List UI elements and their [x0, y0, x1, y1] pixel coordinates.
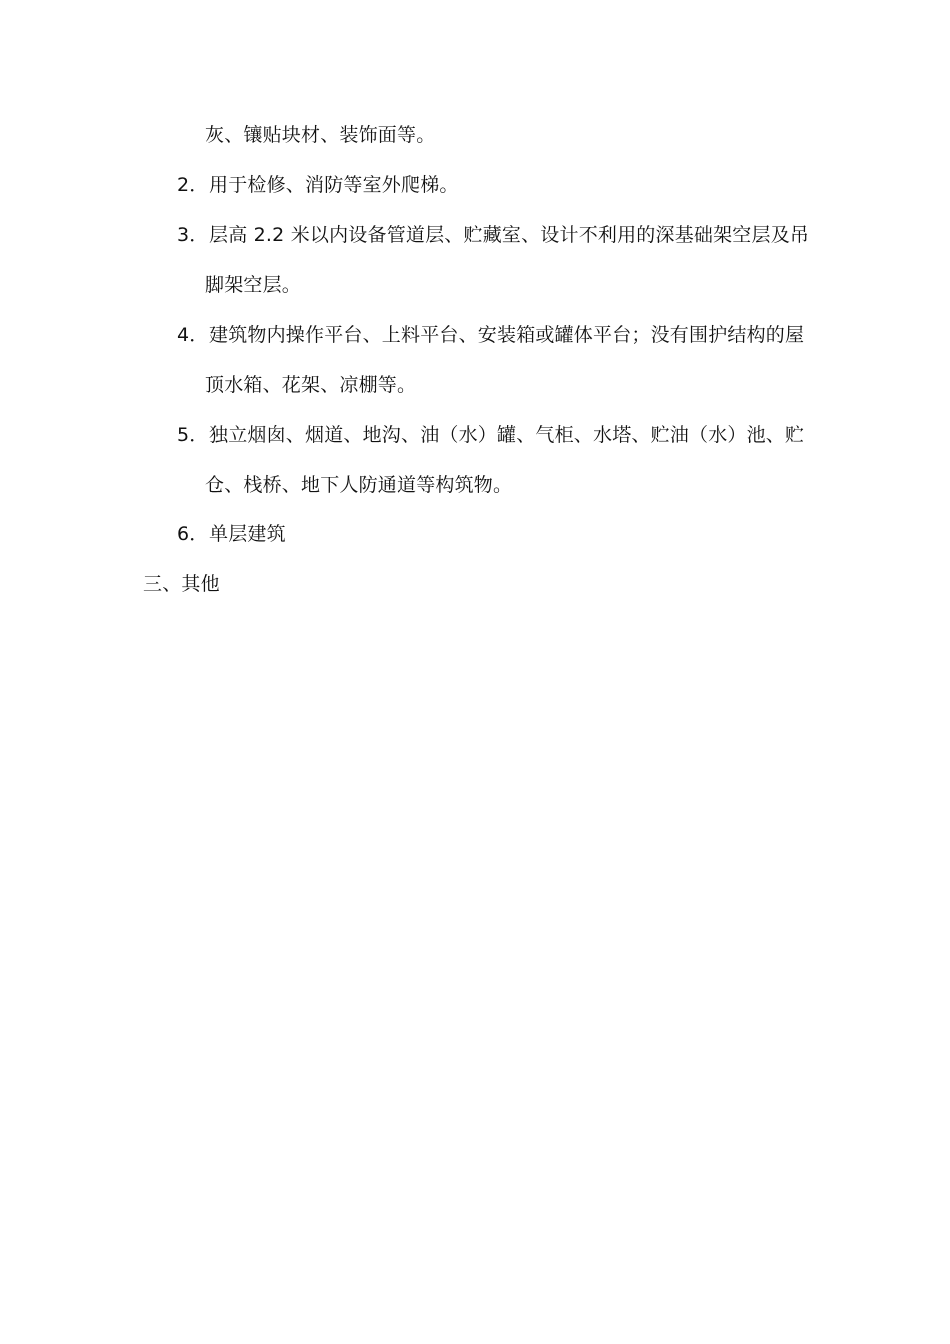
list-number: 2． — [177, 174, 209, 196]
list-item-2 — [177, 172, 459, 198]
list-item-continuation-text: 仓、栈桥、地下人防通道等构筑物。 — [205, 474, 513, 496]
list-item-continuation-text: 脚架空层。 — [205, 274, 302, 296]
list-item-text: 建筑物内操作平台、上料平台、安装箱或罐体平台；没有围护结构的屋 — [209, 324, 805, 346]
list-number: 6． — [177, 523, 209, 545]
list-item-3 — [177, 222, 809, 248]
list-item-text: 单层建筑 — [209, 523, 286, 545]
list-item-continuation-text: 顶水箱、花架、凉棚等。 — [205, 374, 417, 396]
list-number: 3． — [177, 224, 209, 246]
section-heading — [143, 571, 220, 597]
list-item-text: 层高 2.2 米以内设备管道层、贮藏室、设计不利用的深基础架空层及吊 — [209, 224, 810, 246]
list-item-3-continuation — [205, 272, 301, 298]
list-number: 5． — [177, 424, 209, 446]
list-item-5-continuation — [205, 472, 512, 498]
list-item-4 — [177, 322, 804, 348]
list-item-6 — [177, 521, 286, 547]
list-item-4-continuation — [205, 372, 416, 398]
list-number: 4． — [177, 324, 209, 346]
list-item-text: 独立烟囱、烟道、地沟、油（水）罐、气柜、水塔、贮油（水）池、贮 — [209, 424, 805, 446]
list-item-text: 用于检修、消防等室外爬梯。 — [209, 174, 459, 196]
list-item-5 — [177, 422, 804, 448]
section-heading-text: 三、其他 — [143, 573, 220, 595]
item-1-continuation-text: 灰、镶贴块材、装饰面等。 — [205, 124, 436, 146]
item-1-continuation — [205, 122, 435, 148]
